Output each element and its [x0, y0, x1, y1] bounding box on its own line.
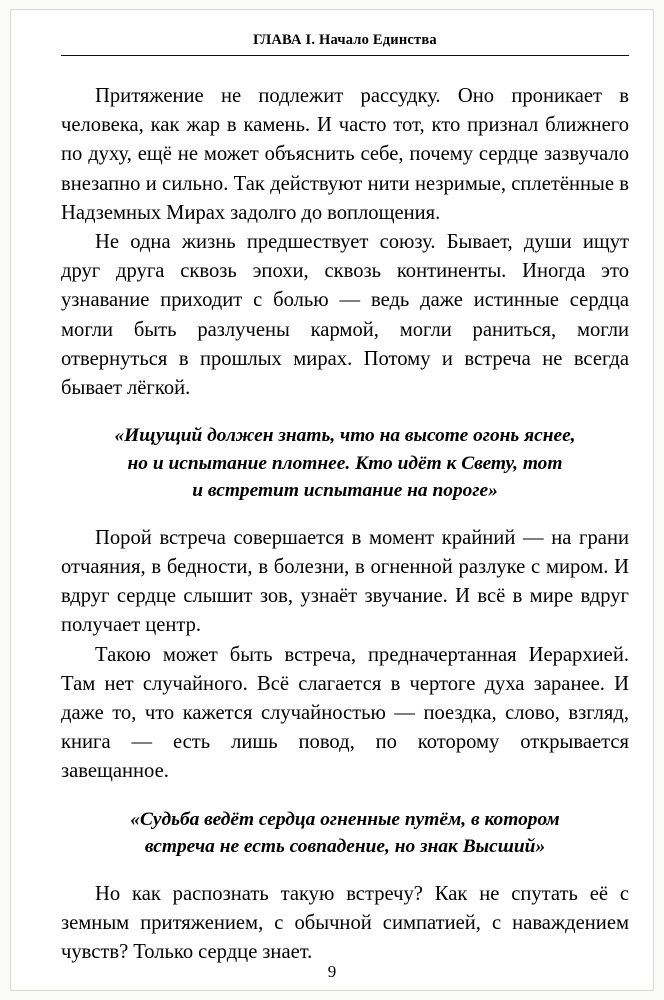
- page-content: [61, 32, 629, 982]
- chapter-header: ГЛАВА I. Начало Единства: [253, 32, 437, 48]
- paragraph: Но как распознать такую встречу? Как не спутать её с земным притяжением, с обычной симпатией, с наваждением чувств? Только сердце знает.: [61, 882, 629, 963]
- quote-line: «Судьба ведёт сердца огненные путём, в котором: [130, 808, 560, 830]
- page-number: 9: [327, 962, 337, 981]
- quote-line: и встретит испытание на пороге»: [192, 480, 498, 502]
- quote-line: встреча не есть совпадение, но знак Высший»: [144, 836, 546, 858]
- paragraph: Не одна жизнь предшествует союзу. Бывает, души ищут друг друга сквозь эпохи, сквозь континенты. Иногда это узнавание приходит с болью — ведь даже истинные сердца могли быть разлучены кармой, могли раниться, могли отвернуться в прошлых мирах. Потому и встреча не всегда бывает лёгкой.: [61, 231, 629, 400]
- page-frame: [10, 9, 654, 991]
- pull-quote-one: [65, 422, 625, 505]
- paragraph: Порой встреча совершается в момент крайний — на грани отчаяния, в бедности, в болезни, в огненной разлуке с миром. И вдруг сердце слышит зов, узнаёт звучание. И всё в мире вдруг получает центр.: [61, 526, 629, 637]
- quote-line: но и испытание плотнее. Кто идёт к Свету, тот: [127, 452, 563, 474]
- header-rule: [61, 55, 629, 56]
- paragraph: Притяжение не подлежит рассудку. Оно проникает в человека, как жар в камень. И часто тот, кто признал ближнего по духу, ещё не может объяснить себе, почему сердце зазвучало внезапно и сильно. Так действуют нити незримые, сплетённые в Надземных Мирах задолго до воплощения.: [61, 85, 629, 224]
- quote-line: «Ищущий должен знать, что на высоте огонь яснее,: [114, 425, 576, 447]
- pull-quote-two: [65, 806, 625, 861]
- paragraph: Такою может быть встреча, предначертанная Иерархией. Там нет случайного. Всё слагается в чертоге духа заранее. И даже то, что кажется случайностью — поездка, слово, взгляд, книга — есть лишь повод, по которому открывается завещанное.: [61, 643, 629, 783]
